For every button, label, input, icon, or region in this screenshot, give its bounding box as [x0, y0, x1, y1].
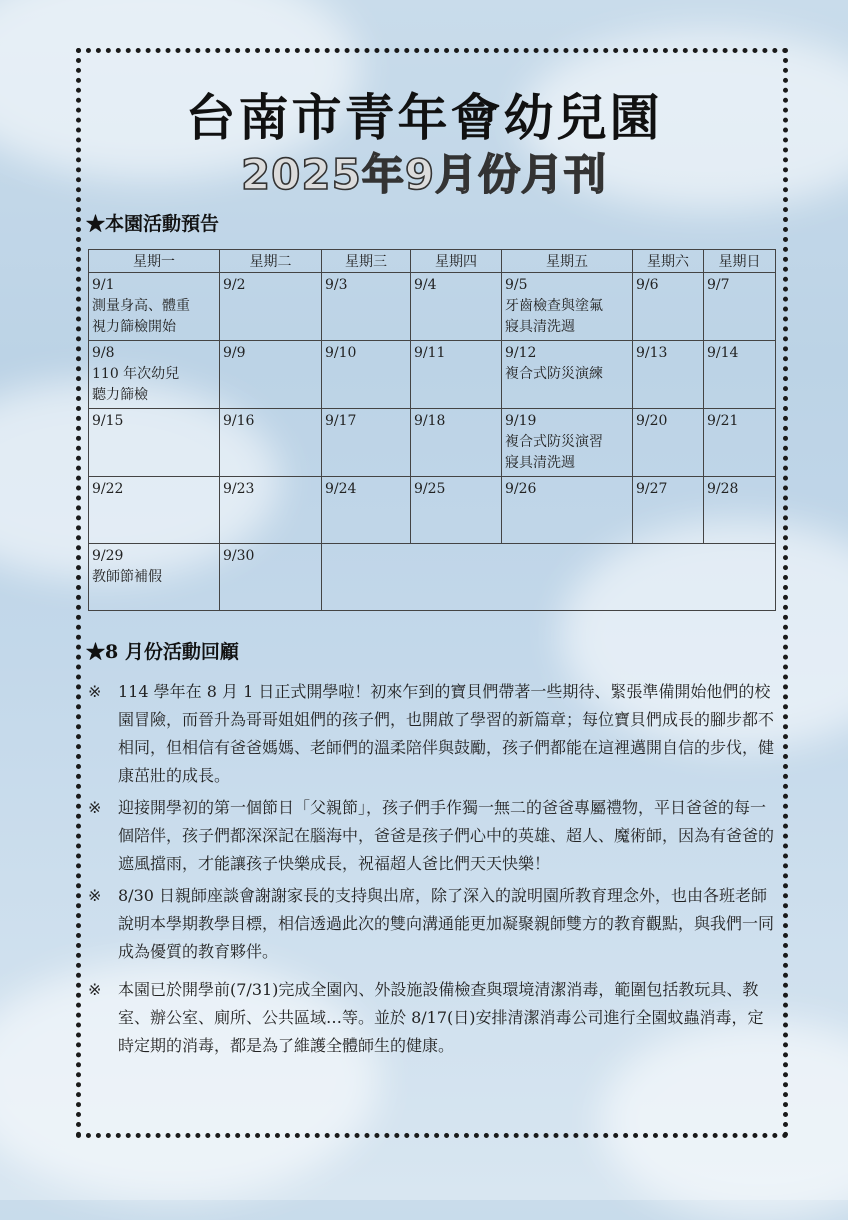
calendar-day-cell [704, 477, 776, 544]
calendar-day-cell [322, 273, 411, 341]
calendar-week-row [89, 273, 776, 341]
calendar-date: 9/29 [92, 548, 124, 564]
calendar-day-cell [322, 409, 411, 477]
review-item [88, 976, 778, 1060]
calendar-week-row [89, 409, 776, 477]
calendar-day-cell [220, 273, 322, 341]
calendar-week-row [89, 544, 776, 611]
calendar-date: 9/2 [223, 277, 246, 293]
calendar-day-cell [89, 409, 220, 477]
calendar-event: 複合式防災演習 [505, 434, 603, 450]
review-item [88, 882, 778, 966]
weekday-header: 星期二 [220, 250, 322, 273]
review-item-text: 8/30 日親師座談會謝謝家長的支持與出席，除了深入的說明園所教育理念外，也由各班老師說明本學期教學目標，相信透過此次的雙向溝通能更加凝聚親師雙方的教育觀點，與我們一同成為優質的教育夥伴。 [118, 886, 775, 961]
calendar-event: 教師節補假 [92, 569, 162, 585]
calendar-day-cell [89, 544, 220, 611]
calendar-day-cell [502, 409, 633, 477]
calendar-date: 9/30 [223, 548, 255, 564]
calendar-date: 9/7 [707, 277, 730, 293]
calendar-empty-cell [322, 544, 776, 611]
calendar-day-cell [411, 477, 502, 544]
review-item-text: 114 學年在 8 月 1 日正式開學啦！初來乍到的寶貝們帶著一些期待、緊張準備開始他們的校園冒險，而晉升為哥哥姐姐們的孩子們，也開啟了學習的新篇章；每位寶貝們成長的腳步都不相同，但相信有爸爸媽媽、老師們的溫柔陪伴與鼓勵，孩子們都能在這裡邁開自信的步伐，健康茁壯的成長。 [118, 682, 775, 785]
calendar-event: 牙齒檢查與塗氟 [505, 298, 603, 314]
calendar-event: 測量身高、體重 [92, 298, 190, 314]
calendar-day-cell [220, 477, 322, 544]
calendar-date: 9/18 [414, 413, 446, 429]
page-subtitle: 2025年9月份月刊 [240, 150, 608, 199]
calendar-date: 9/11 [414, 345, 446, 361]
calendar-date: 9/19 [505, 413, 537, 429]
calendar-date: 9/16 [223, 413, 255, 429]
weekday-header: 星期三 [322, 250, 411, 273]
calendar-day-cell [633, 341, 704, 409]
calendar-date: 9/27 [636, 481, 668, 497]
calendar-date: 9/9 [223, 345, 246, 361]
calendar-day-cell [502, 477, 633, 544]
calendar-date: 9/6 [636, 277, 659, 293]
calendar-date: 9/20 [636, 413, 668, 429]
calendar-date: 9/26 [505, 481, 537, 497]
calendar-date: 9/13 [636, 345, 668, 361]
calendar-day-cell [411, 273, 502, 341]
calendar-day-cell [502, 341, 633, 409]
page-title: 台南市青年會幼兒園 [185, 89, 663, 147]
calendar-date: 9/12 [505, 345, 537, 361]
review-list [88, 678, 778, 1064]
calendar-day-cell [704, 341, 776, 409]
weekday-header: 星期五 [502, 250, 633, 273]
review-item-text: 本園已於開學前(7/31)完成全園內、外設施設備檢查與環境清潔消毒，範圍包括教玩具、教室、辦公室、廁所、公共區域…等。並於 8/17(日)安排清潔消毒公司進行全園蚊蟲消毒，定時定期的消毒，都是為了維護全體師生的健康。 [118, 980, 764, 1055]
section-heading-preview: ★本園活動預告 [86, 213, 220, 235]
reference-mark-icon: ※ [88, 798, 102, 817]
activity-calendar-table [88, 249, 776, 611]
weekday-header: 星期六 [633, 250, 704, 273]
reference-mark-icon: ※ [88, 980, 102, 999]
calendar-day-cell [704, 273, 776, 341]
calendar-day-cell [411, 409, 502, 477]
calendar-day-cell [89, 273, 220, 341]
weekday-header: 星期日 [704, 250, 776, 273]
calendar-date: 9/28 [707, 481, 739, 497]
calendar-header-row [89, 250, 776, 273]
reference-mark-icon: ※ [88, 886, 102, 905]
calendar-day-cell [89, 341, 220, 409]
calendar-date: 9/5 [505, 277, 528, 293]
calendar-event: 複合式防災演練 [505, 366, 603, 382]
calendar-day-cell [220, 341, 322, 409]
review-item-text: 迎接開學初的第一個節日「父親節」，孩子們手作獨一無二的爸爸專屬禮物，平日爸爸的每一個陪伴，孩子們都深深記在腦海中，爸爸是孩子們心中的英雄、超人、魔術師，因為有爸爸的遮風擋雨，才能讓孩子快樂成長，祝福超人爸比們天天快樂！ [118, 798, 775, 873]
calendar-day-cell [220, 409, 322, 477]
calendar-date: 9/1 [92, 277, 115, 293]
calendar-date: 9/21 [707, 413, 739, 429]
calendar-date: 9/4 [414, 277, 437, 293]
calendar-day-cell [322, 341, 411, 409]
calendar-date: 9/8 [92, 345, 115, 361]
review-item [88, 678, 778, 790]
weekday-header: 星期四 [411, 250, 502, 273]
calendar-day-cell [411, 341, 502, 409]
weekday-header: 星期一 [89, 250, 220, 273]
calendar-date: 9/17 [325, 413, 357, 429]
reference-mark-icon: ※ [88, 682, 102, 701]
review-item [88, 794, 778, 878]
calendar-date: 9/3 [325, 277, 348, 293]
calendar-day-cell [89, 477, 220, 544]
calendar-event: 寢具清洗週 [505, 319, 575, 335]
calendar-date: 9/10 [325, 345, 357, 361]
calendar-day-cell [220, 544, 322, 611]
calendar-day-cell [633, 477, 704, 544]
calendar-event: 視力篩檢開始 [92, 319, 176, 335]
calendar-day-cell [704, 409, 776, 477]
calendar-week-row [89, 477, 776, 544]
calendar-date: 9/24 [325, 481, 357, 497]
calendar-day-cell [502, 273, 633, 341]
calendar-date: 9/15 [92, 413, 124, 429]
calendar-date: 9/23 [223, 481, 255, 497]
calendar-event: 寢具清洗週 [505, 455, 575, 471]
calendar-date: 9/22 [92, 481, 124, 497]
calendar-week-row [89, 341, 776, 409]
calendar-day-cell [633, 409, 704, 477]
calendar-event: 聽力篩檢 [92, 387, 148, 403]
calendar-event: 110 年次幼兒 [92, 366, 180, 382]
calendar-day-cell [633, 273, 704, 341]
calendar-day-cell [322, 477, 411, 544]
calendar-date: 9/25 [414, 481, 446, 497]
calendar-date: 9/14 [707, 345, 739, 361]
section-heading-review: ★8 月份活動回顧 [86, 641, 239, 663]
